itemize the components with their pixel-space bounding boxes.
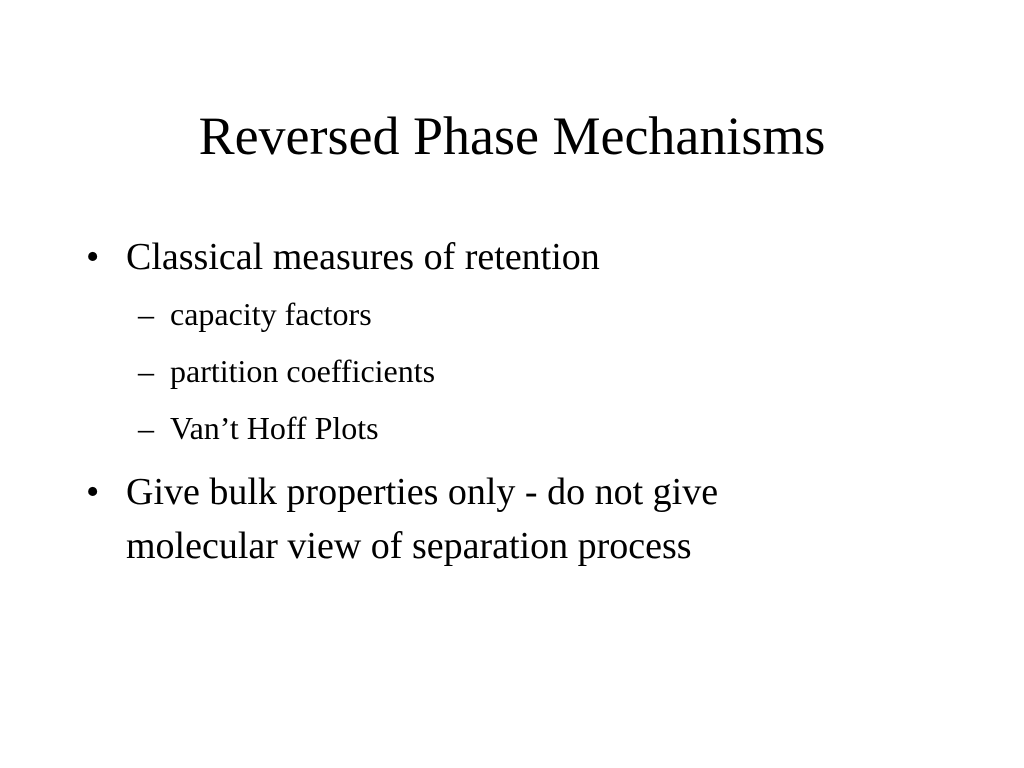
bullet-marker: • [86,236,100,278]
sub-bullet-item [86,343,946,400]
slide-title: Reversed Phase Mechanisms [198,106,826,166]
bullet-text-line-1: Give bulk properties only - do not give [126,471,719,513]
sub-bullet-marker: – [138,296,154,332]
sub-bullet-text: partition coefficients [170,353,436,389]
bullet-text-line-2: molecular view of separation process [126,525,692,567]
bullet-item [86,465,946,573]
slide-body [86,230,946,573]
bullet-item [86,230,946,284]
sub-bullet-item [86,286,946,343]
sub-bullet-marker: – [138,410,154,446]
bullet-text: Classical measures of retention [126,236,600,278]
bullet-marker: • [86,471,100,513]
sub-bullet-marker: – [138,353,154,389]
sub-bullet-list [86,286,946,457]
sub-bullet-text: capacity factors [170,296,372,332]
sub-bullet-item [86,400,946,457]
sub-bullet-text: Van’t Hoff Plots [170,410,379,446]
